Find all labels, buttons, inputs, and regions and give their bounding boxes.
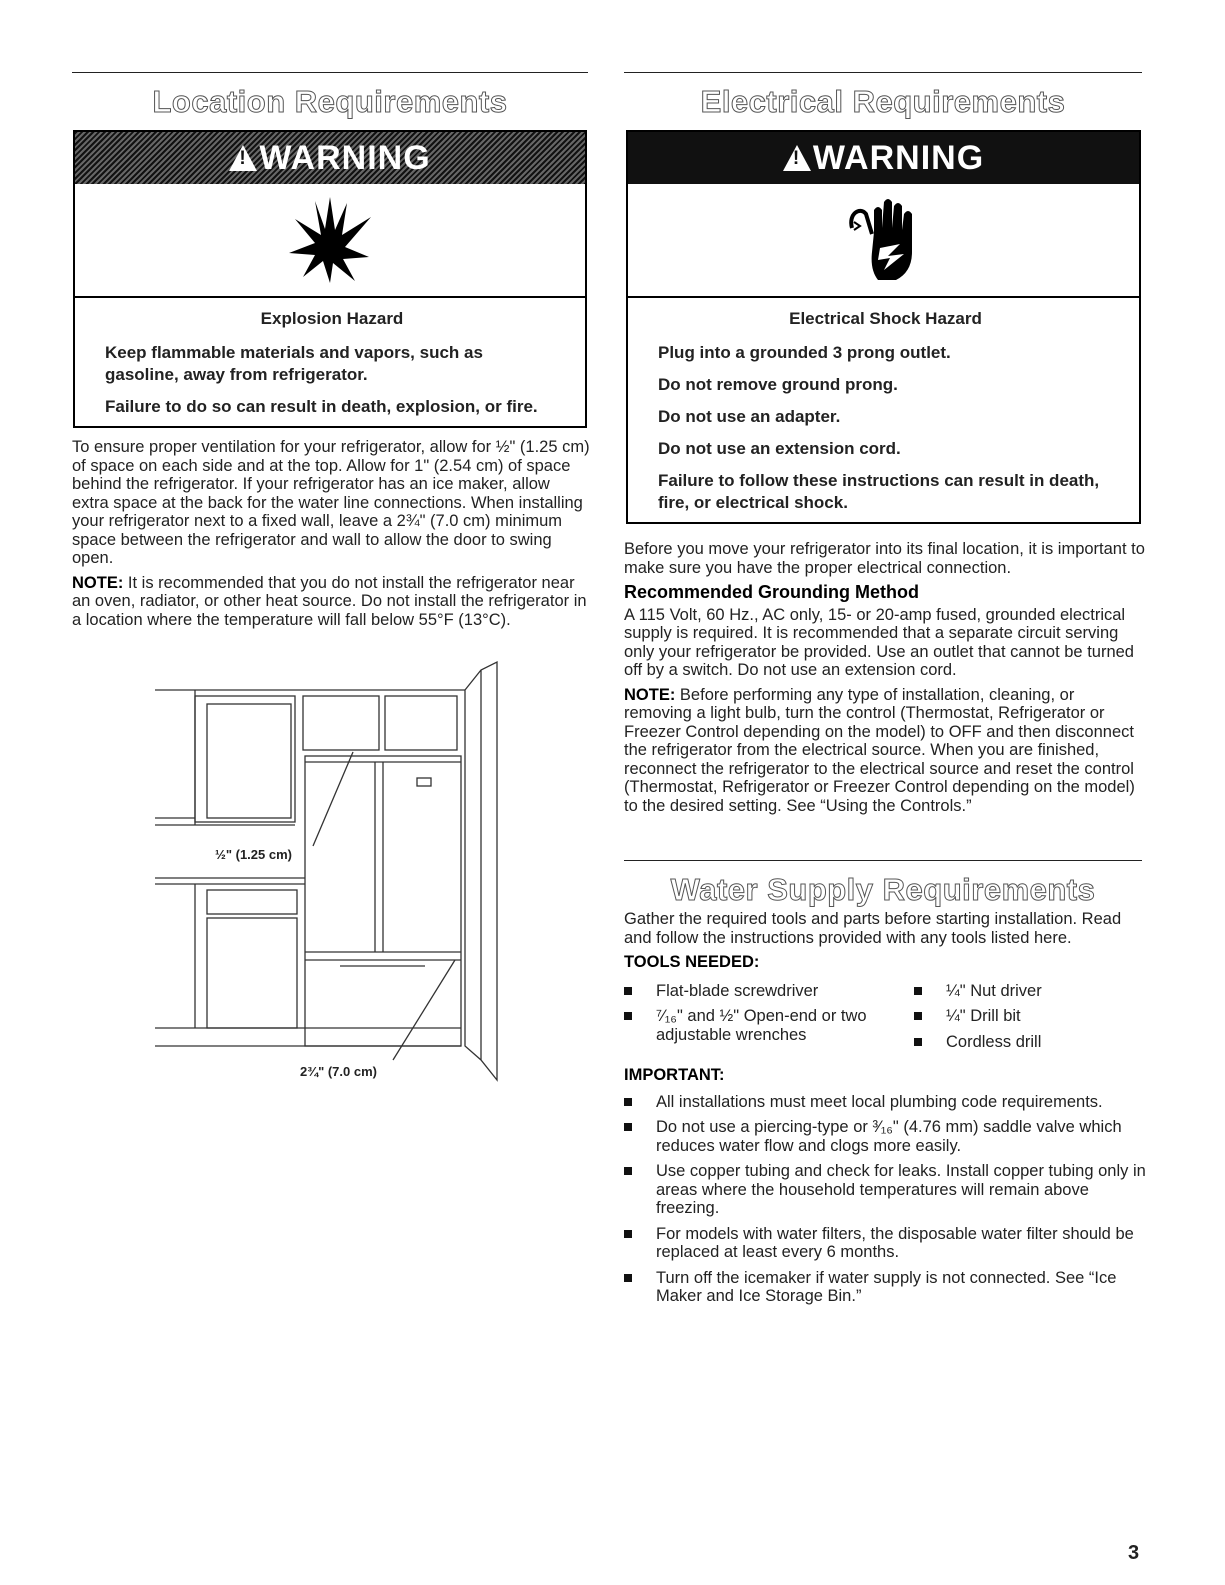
important-label: IMPORTANT: <box>624 1066 725 1084</box>
grounding-paragraph: A 115 Volt, 60 Hz., AC only, 15- or 20-amp fused, grounded electrical supply is required. It is recommended that a separate circuit serving only your refrigerator be provided. Use an outlet that cannot be turned off by a switch. Do not use an extension cord. <box>624 605 1134 679</box>
list-item: ¼" Drill bit <box>914 1007 1144 1026</box>
warning-line: Plug into a grounded 3 prong outlet. <box>658 343 951 362</box>
list-item: Use copper tubing and check for leaks. Install copper tubing only in areas where the household temperatures will remain above freezing. <box>624 1162 1146 1218</box>
hazard-title: Explosion Hazard <box>260 309 404 328</box>
list-item: ⁷⁄₁₆" and ½" Open-end or two adjustable wrenches <box>624 1007 914 1044</box>
list-item: Cordless drill <box>914 1033 1144 1052</box>
location-paragraph: To ensure proper ventilation for your refrigerator, allow for ½" (1.25 cm) of space on each side and at the top. Allow for 1" (2.54 cm) of space behind the refrigerator. If your refrigerator has an ice maker, allow extra space at the back for the water line connections. When installing your refrigerator next to a fixed wall, leave a 2¾" (7.0 cm) minimum space between the refrigerator and wall to allow the door to swing open. <box>72 438 590 567</box>
location-text <box>72 438 590 635</box>
water-text <box>624 910 1146 1313</box>
warning-header <box>75 132 585 184</box>
warning-line: Failure to do so can result in death, explosion, or fire. <box>105 397 538 416</box>
section-rule <box>624 72 1142 73</box>
warning-box-explosion <box>73 130 587 428</box>
warning-header <box>628 132 1139 184</box>
list-item: For models with water filters, the disposable water filter should be replaced at least every 6 months. <box>624 1225 1146 1262</box>
electric-shock-icon <box>628 184 1139 298</box>
section-title-location: Location Requirements <box>152 84 508 119</box>
warning-box-electrical <box>626 130 1141 524</box>
list-item: Flat-blade screwdriver <box>624 982 914 1001</box>
warning-line: Keep flammable materials and vapors, such as gasoline, away from refrigerator. <box>105 343 483 384</box>
section-rule <box>72 72 588 73</box>
section-rule <box>624 860 1142 861</box>
figure-label-wall-gap: 2¾" (7.0 cm) <box>300 1064 377 1079</box>
note-label: NOTE: <box>72 573 124 592</box>
warning-body <box>75 298 585 436</box>
tools-list-right <box>914 982 1144 1059</box>
list-item: ¼" Nut driver <box>914 982 1144 1001</box>
section-title-water: Water Supply Requirements <box>670 872 1096 907</box>
warning-line: Do not use an adapter. <box>658 407 841 426</box>
figure-label-side-gap: ½" (1.25 cm) <box>215 847 292 862</box>
grounding-subheading: Recommended Grounding Method <box>624 582 919 602</box>
list-item: All installations must meet local plumbing code requirements. <box>624 1093 1146 1112</box>
water-intro: Gather the required tools and parts before starting installation. Read and follow the instructions provided with any tools listed here. <box>624 910 1122 947</box>
note-label: NOTE: <box>624 685 676 704</box>
tools-list <box>624 982 1146 1059</box>
hazard-title: Electrical Shock Hazard <box>789 309 982 328</box>
electrical-paragraph: Before you move your refrigerator into its final location, it is important to make sure you have the proper electrical connection. <box>624 540 1145 577</box>
refrigerator-clearance-figure <box>155 660 505 1085</box>
warning-line: Failure to follow these instructions can result in death, fire, or electrical shock. <box>658 471 1100 512</box>
note-text: Before performing any type of installation, cleaning, or removing a light bulb, turn the control (Thermostat, Refrigerator or Freezer Control depending on the model) to OFF and then disconnect the refrigerator from the electrical source. When you are finished, reconnect the refrigerator to the electrical source and reset the control (Thermostat, Refrigerator or Freezer Control depending on the model) to the desired setting. See “Using the Controls.” <box>624 685 1135 815</box>
electrical-text <box>624 540 1146 821</box>
electrical-note <box>624 686 1146 816</box>
list-item: Turn off the icemaker if water supply is not connected. See “Ice Maker and Ice Storage Bin.” <box>624 1269 1146 1306</box>
warning-line: Do not remove ground prong. <box>658 375 898 394</box>
warning-heading: WARNING <box>259 138 431 177</box>
warning-line: Do not use an extension cord. <box>658 439 901 458</box>
section-title-electrical: Electrical Requirements <box>700 84 1066 119</box>
tools-list-left <box>624 982 914 1059</box>
list-item: Do not use a piercing-type or ³⁄₁₆" (4.76 mm) saddle valve which reduces water flow and clogs more easily. <box>624 1118 1146 1155</box>
location-note <box>72 574 590 630</box>
page-number: 3 <box>1128 1542 1140 1564</box>
warning-body <box>628 298 1139 532</box>
important-list <box>624 1093 1146 1306</box>
tools-label: TOOLS NEEDED: <box>624 953 760 971</box>
warning-triangle-icon <box>229 145 257 171</box>
warning-triangle-icon <box>783 145 811 171</box>
warning-heading: WARNING <box>812 138 985 177</box>
note-text: It is recommended that you do not install the refrigerator near an oven, radiator, or other heat source. Do not install the refrigerator in a location where the temperature will fall below 55°F (13°C). <box>72 573 587 629</box>
explosion-icon <box>75 184 585 298</box>
